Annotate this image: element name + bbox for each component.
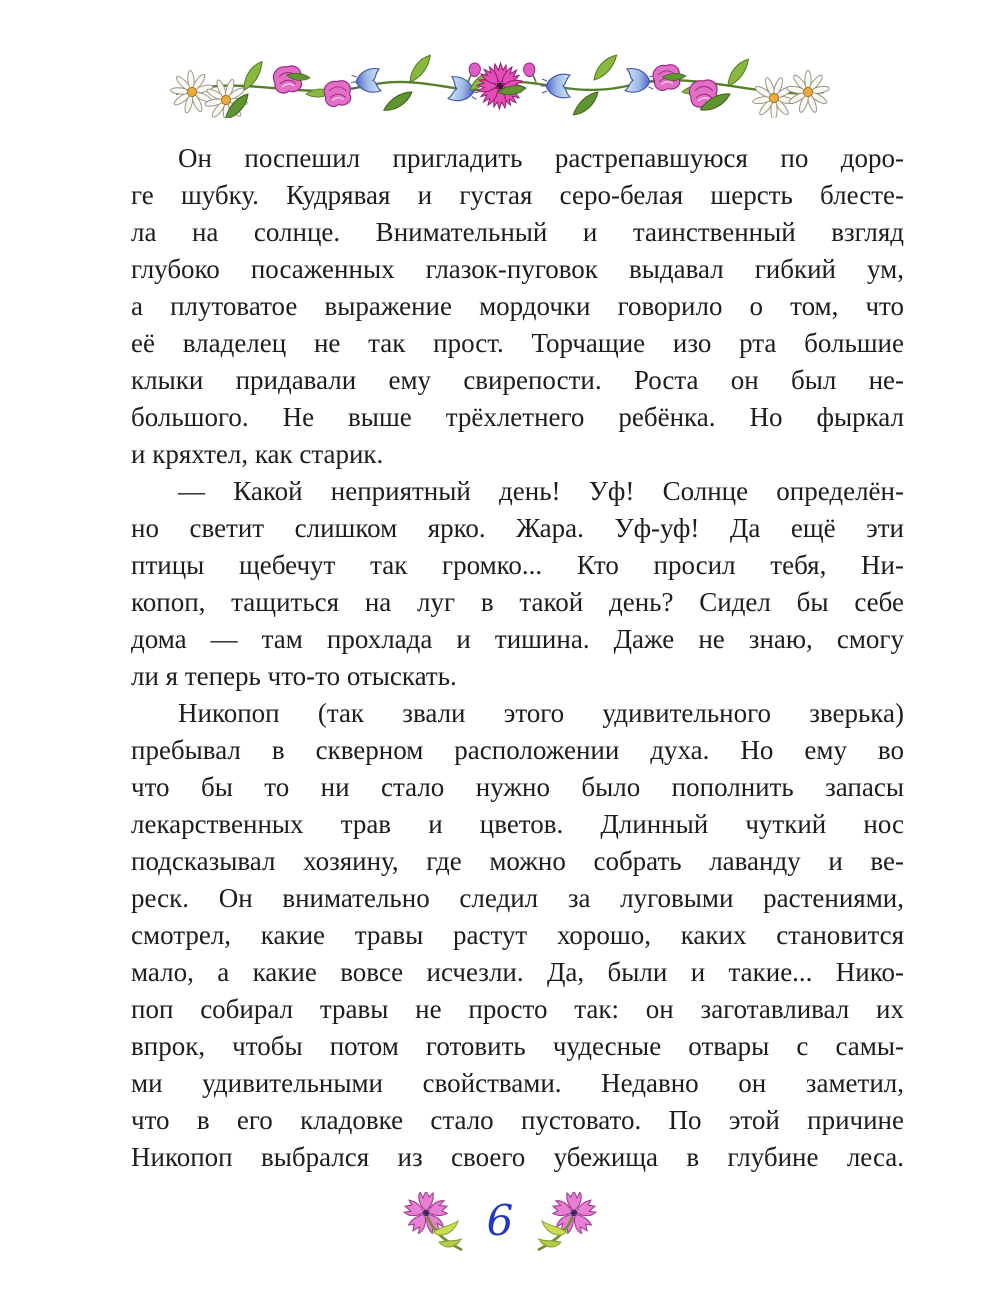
text-line: а плутоватое выражение мордочки говорило о том, что — [131, 291, 904, 321]
paragraph — [131, 140, 904, 473]
text-line: дома — там прохлада и тишина. Даже не знаю, смогу — [131, 624, 904, 654]
text-line: пребывал в скверном расположении духа. Но ему во — [131, 735, 904, 765]
text-line: клыки придавали ему свирепости. Роста он был не- — [131, 365, 904, 395]
text-line: Он поспешил пригладить растрепавшуюся по доро- — [178, 143, 904, 173]
bellflower-icon — [350, 68, 381, 94]
leaf-icon — [721, 58, 755, 86]
paragraph — [131, 473, 904, 695]
page-number: 6 — [486, 1196, 514, 1245]
text-line: что бы то ни стало нужно было пополнить запасы — [131, 772, 904, 802]
text-line: птицы щебечут так громко... Кто просил тебя, Ни- — [131, 550, 904, 580]
text-line: глубоко посаженных глазок-пуговок выдавал гибкий ум, — [131, 254, 904, 284]
floral-border-garland — [170, 50, 830, 123]
page-footer — [0, 1192, 1000, 1262]
bellflower-icon — [541, 74, 570, 98]
pink-flower-icon — [529, 1192, 601, 1262]
text-line: смотрел, какие травы растут хорошо, каких становится — [131, 920, 904, 950]
text-line: впрок, чтобы потом готовить чудесные отвары с самы- — [131, 1031, 904, 1061]
daisy-icon — [749, 73, 799, 118]
text-line: ге шубку. Кудрявая и густая серо-белая шерсть блесте- — [131, 180, 904, 210]
text-line: подсказывал хозяину, где можно собрать лаванду и ве- — [131, 846, 904, 876]
text-line: Никопоп (так звали этого удивительного зверька) — [178, 698, 904, 728]
text-line: — Какой неприятный день! Уф! Солнце определён- — [178, 476, 904, 506]
text-block — [131, 140, 904, 1176]
text-line: поп собирал травы не просто так: он заготавливал их — [131, 994, 904, 1024]
clover-icon — [324, 81, 351, 107]
text-line: копоп, тащиться на луг в такой день? Сидел бы себе — [131, 587, 904, 617]
leaf-icon — [569, 92, 603, 116]
text-line: ла на солнце. Внимательный и таинственный взгляд — [131, 217, 904, 247]
text-line: её владелец не так прост. Торчащие изо рта большие — [131, 328, 904, 358]
text-line: но светит слишком ярко. Жара. Уф-уф! Да ещё эти — [131, 513, 904, 543]
text-line: ми удивительными свойствами. Недавно он заметил, — [131, 1068, 904, 1098]
paragraph — [131, 695, 904, 1176]
text-line: реск. Он внимательно следил за луговыми растениями, — [131, 883, 904, 913]
flower-bud-icon — [524, 63, 536, 82]
leaf-icon — [381, 92, 414, 111]
text-line: лекарственных трав и цветов. Длинный чуткий нос — [131, 809, 904, 839]
floral-garland-svg — [170, 50, 830, 118]
text-line: ли я теперь что-то отыскать. — [131, 661, 457, 691]
text-line: большого. Не выше трёхлетнего ребёнка. Но фыркал — [131, 402, 904, 432]
text-line: что в его кладовке стало пустовато. По этой причине — [131, 1105, 904, 1135]
text-line: Никопоп выбрался из своего убежища в глубине леса. — [131, 1142, 904, 1172]
leaf-icon — [588, 54, 622, 80]
leaf-icon — [403, 54, 437, 82]
pink-flower-icon — [399, 1192, 471, 1262]
text-line: и кряхтел, как старик. — [131, 439, 384, 469]
text-line: мало, а какие вовсе исчезли. Да, были и такие... Нико- — [131, 957, 904, 987]
